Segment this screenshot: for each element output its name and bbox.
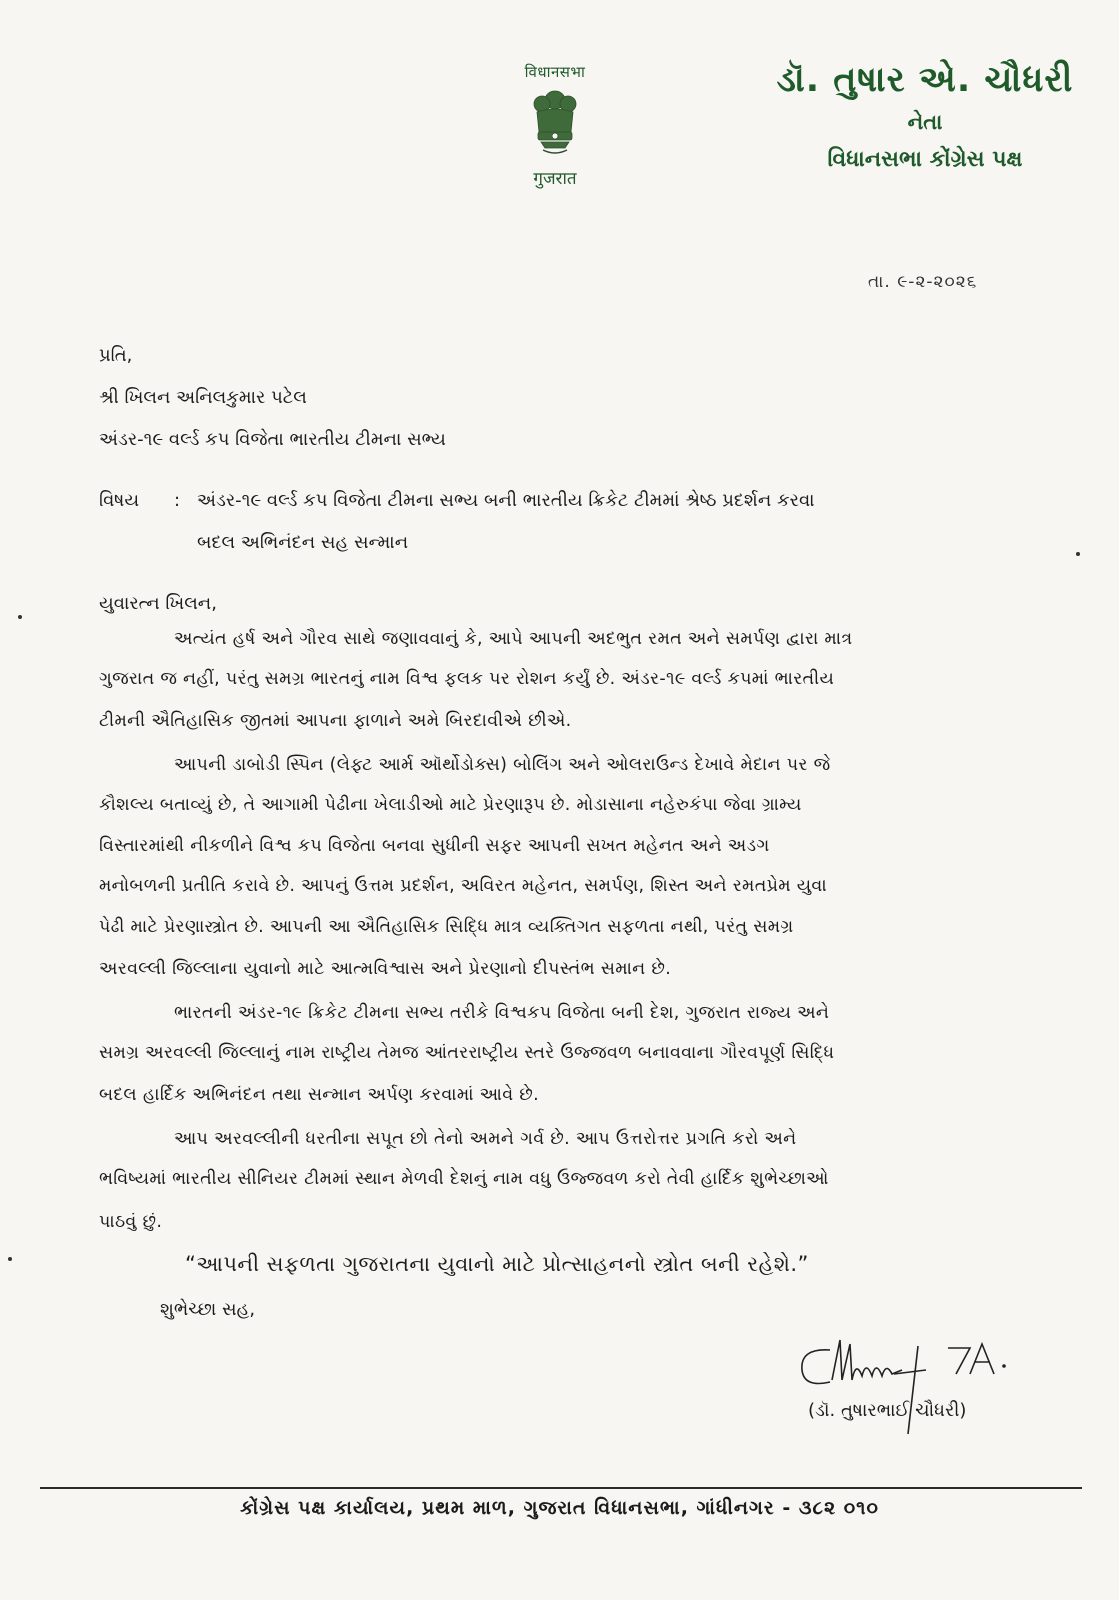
closing-line: શુભેચ્છા સહ, xyxy=(160,1299,256,1320)
letterhead-header xyxy=(760,60,1090,172)
paragraph-3-line: સમગ્ર અરવલ્લી જિલ્લાનું નામ રાષ્ટ્રીય તેમજ આંતરરાષ્ટ્રીય સ્તરે ઉજ્જવળ બનાવવાના ગૌરવપૂર્ણ સિદ્ધિ xyxy=(99,1043,835,1063)
handwritten-signature xyxy=(790,1330,1060,1440)
paragraph-2-line: અરવલ્લી જિલ્લાના યુવાનો માટે આત્મવિશ્વાસ અને પ્રેરણાનો દીપસ્તંભ સમાન છે. xyxy=(99,959,672,979)
scan-speck xyxy=(1076,552,1080,556)
paragraph-4-line: પાઠવું છું. xyxy=(99,1212,163,1232)
subject-line-2: બદલ અભિનંદન સહ સન્માન xyxy=(197,532,409,553)
subject-label: વિષય xyxy=(99,490,140,511)
highlight-quote: “આપની સફળતા ગુજરાતના યુવાનો માટે પ્રોત્સાહનનો સ્ત્રોત બની રહેશે.” xyxy=(185,1252,809,1276)
paragraph-4-line: ભવિષ્યમાં ભારતીય સીનિયર ટીમમાં સ્થાન મેળવી દેશનું નામ વધુ ઉજ્જવળ કરો તેવી હાર્દિક શુભેચ્છાઓ xyxy=(99,1169,829,1189)
paragraph-4-line: આપ અરવલ્લીની ધરતીના સપૂત છો તેનો અમને ગર્વ છે. આપ ઉત્તરોત્તર પ્રગતિ કરો અને xyxy=(174,1129,797,1149)
paragraph-2-line: કૌશલ્ય બતાવ્યું છે, તે આગામી પેઢીના ખેલાડીઓ માટે પ્રેરણારૂપ છે. મોડાસાના નહેરુકંપા જેવા ગ્રામ્ય xyxy=(99,795,802,815)
state-emblem xyxy=(500,62,610,189)
sender-role: નેતા xyxy=(907,110,943,134)
scan-speck xyxy=(18,615,22,619)
emblem-bottom-label: गुजरात xyxy=(533,169,577,189)
paragraph-2-line: વિસ્તારમાંથી નીકળીને વિશ્વ કપ વિજેતા બનવા સુધીની સફર આપની સખત મહેનત અને અડગ xyxy=(99,836,770,856)
sender-party: વિધાનસભા કોંગ્રેસ પક્ષ xyxy=(827,147,1023,172)
signatory-name: (ડૉ. તુષારભાઈ ચૌધરી) xyxy=(808,1400,967,1421)
paragraph-1-line: અત્યંત હર્ષ અને ગૌરવ સાથે જણાવવાનું કે, આપે આપની અદભુત રમત અને સમર્પણ દ્વારા માત્ર xyxy=(174,629,853,649)
sender-name: ડૉ. તુષાર એ. ચૌધરી xyxy=(776,60,1074,100)
paragraph-2-line: પેઢી માટે પ્રેરણાસ્ત્રોત છે. આપની આ ઐતિહાસિક સિદ્ધિ માત્ર વ્યક્તિગત સફળતા નથી, પરંતુ સમગ્ર xyxy=(99,917,794,937)
footer-address: કોંગ્રેસ પક્ષ કાર્યાલય, પ્રથમ માળ, ગુજરાત વિધાનસભા, ગાંધીનગર - ૩૮૨ ૦૧૦ xyxy=(240,1497,879,1519)
subject-colon: : xyxy=(174,490,181,511)
paragraph-2-line: મનોબળની પ્રતીતિ કરાવે છે. આપનું ઉત્તમ પ્રદર્શન, અવિરત મહેનત, સમર્પણ, શિસ્ત અને રમતપ્રેમ યુવા xyxy=(99,876,827,896)
addressee-name: શ્રી ખિલન અનિલકુમાર પટેલ xyxy=(99,387,307,408)
subject-line-1: અંડર-૧૯ વર્લ્ડ કપ વિજેતા ટીમના સભ્ય બની ભારતીય ક્રિકેટ ટીમમાં શ્રેષ્ઠ પ્રદર્શન કરવા xyxy=(197,490,815,511)
letter-date: તા. ૯-૨-૨૦૨૬ xyxy=(868,272,978,292)
ashoka-lion-icon xyxy=(525,86,585,164)
salutation: યુવારત્ન ખિલન, xyxy=(99,593,217,614)
paragraph-1-line: ગુજરાત જ નહીં, પરંતુ સમગ્ર ભારતનું નામ વિશ્વ ફલક પર રોશન કર્યું છે. અંડર-૧૯ વર્લ્ડ કપમાં ભારતીય xyxy=(99,669,835,689)
footer-divider xyxy=(40,1487,1082,1489)
addressee-designation: અંડર-૧૯ વર્લ્ડ કપ વિજેતા ભારતીય ટીમના સભ્ય xyxy=(99,429,446,450)
paragraph-1-line: ટીમની ઐતિહાસિક જીતમાં આપના ફાળાને અમે બિરદાવીએ છીએ. xyxy=(99,711,572,731)
emblem-top-label: विधानसभा xyxy=(524,63,586,81)
paragraph-3-line: ભારતની અંડર-૧૯ ક્રિકેટ ટીમના સભ્ય તરીકે વિશ્વકપ વિજેતા બની દેશ, ગુજરાત રાજ્ય અને xyxy=(174,1003,830,1023)
paragraph-2-line: આપની ડાબોડી સ્પિન (લેફ્ટ આર્મ ઑર્થોડોક્સ) બોલિંગ અને ઓલરાઉન્ડ દેખાવે મેદાન પર જે xyxy=(174,755,831,775)
paragraph-3-line: બદલ હાર્દિક અભિનંદન તથા સન્માન અર્પણ કરવામાં આવે છે. xyxy=(99,1085,539,1105)
scan-speck xyxy=(8,1257,12,1261)
addressee-prefix: પ્રતિ, xyxy=(99,345,133,366)
